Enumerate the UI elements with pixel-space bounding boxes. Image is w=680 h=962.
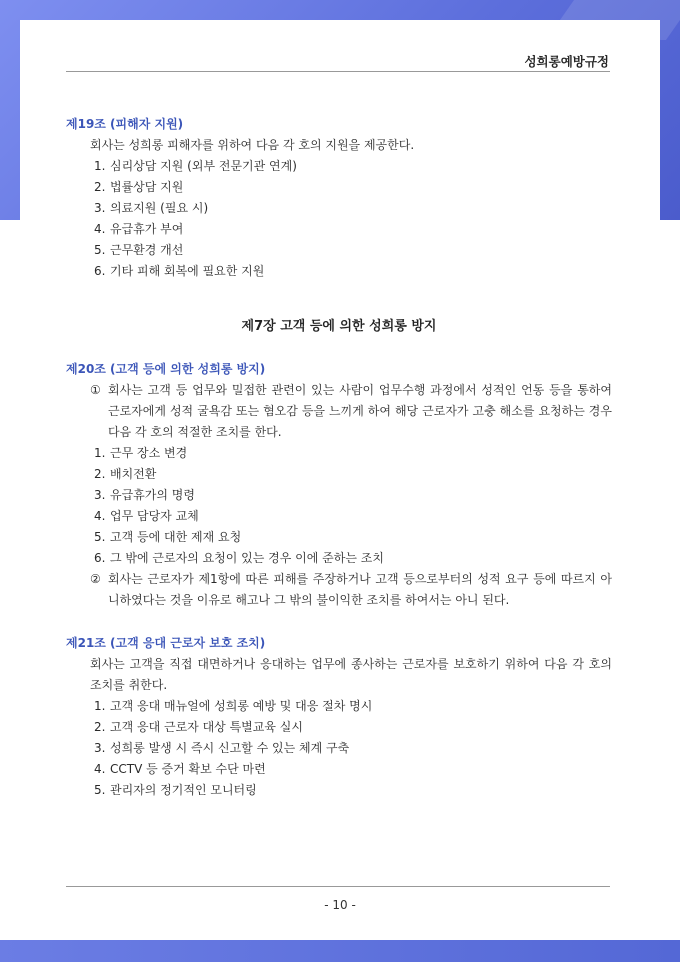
footer-divider <box>66 886 610 887</box>
list-item <box>66 548 612 569</box>
list-item-text: 관리자의 정기적인 모니터링 <box>110 783 257 797</box>
document-page <box>20 20 660 940</box>
article-21-list <box>66 696 612 801</box>
spacer <box>66 282 612 316</box>
list-item-text: 기타 피해 회복에 필요한 지원 <box>110 264 265 278</box>
article-20-clause-2 <box>66 569 612 611</box>
list-item-text: 근무 장소 변경 <box>110 446 188 460</box>
list-item-number: 4. <box>94 509 106 523</box>
list-item <box>66 240 612 261</box>
list-item-number: 4. <box>94 222 106 236</box>
article-19-list <box>66 156 612 282</box>
list-item <box>66 780 612 801</box>
list-item-text: 고객 응대 근로자 대상 특별교육 실시 <box>110 720 303 734</box>
list-item-text: 유급휴가의 명령 <box>110 488 195 502</box>
list-item-text: 그 밖에 근로자의 요청이 있는 경우 이에 준하는 조치 <box>110 551 384 565</box>
list-item-number: 1. <box>94 159 106 173</box>
article-20-list <box>66 443 612 569</box>
list-item-text: 성희롱 발생 시 즉시 신고할 수 있는 체계 구축 <box>110 741 350 755</box>
list-item <box>66 717 612 738</box>
clause-marker: ① <box>90 383 101 397</box>
list-item-text: 업무 담당자 교체 <box>110 509 199 523</box>
spacer <box>66 337 612 359</box>
list-item-number: 3. <box>94 741 106 755</box>
header-divider <box>66 71 610 72</box>
list-item <box>66 527 612 548</box>
document-header-title: 성희롱예방규정 <box>524 54 609 69</box>
list-item <box>66 261 612 282</box>
list-item-number: 3. <box>94 201 106 215</box>
list-item-number: 5. <box>94 783 106 797</box>
list-item <box>66 464 612 485</box>
list-item <box>66 177 612 198</box>
list-item <box>66 198 612 219</box>
list-item-text: 고객 등에 대한 제재 요청 <box>110 530 242 544</box>
list-item-text: 심리상담 지원 (외부 전문기관 연계) <box>110 159 297 173</box>
document-body <box>66 114 612 801</box>
list-item <box>66 156 612 177</box>
list-item-text: CCTV 등 증거 확보 수단 마련 <box>110 762 266 776</box>
article-21-title: 제21조 (고객 응대 근로자 보호 조치) <box>66 636 266 650</box>
article-21-intro: 회사는 고객을 직접 대면하거나 응대하는 업무에 종사하는 근로자를 보호하기 위하여 다음 각 호의 조치를 취한다. <box>90 657 612 692</box>
page-number: - 10 - <box>324 898 356 912</box>
list-item-text: 법률상담 지원 <box>110 180 184 194</box>
list-item <box>66 696 612 717</box>
list-item-number: 5. <box>94 243 106 257</box>
list-item-text: 근무환경 개선 <box>110 243 184 257</box>
list-item-number: 1. <box>94 699 106 713</box>
list-item <box>66 738 612 759</box>
article-20-clause-1 <box>66 380 612 443</box>
list-item <box>66 219 612 240</box>
list-item-number: 6. <box>94 551 106 565</box>
list-item-number: 3. <box>94 488 106 502</box>
clause-text: 회사는 근로자가 제1항에 따른 피해를 주장하거나 고객 등으로부터의 성적 요구 등에 따르지 아니하였다는 것을 이유로 해고나 그 밖의 불이익한 조치를 하여서는 아니 된다. <box>108 572 612 607</box>
list-item-number: 2. <box>94 720 106 734</box>
article-20-title: 제20조 (고객 등에 의한 성희롱 방지) <box>66 362 266 376</box>
clause-text: 회사는 고객 등 업무와 밀접한 관련이 있는 사람이 업무수행 과정에서 성적인 언동 등을 통하여 근로자에게 성적 굴욕감 또는 혐오감 등을 느끼게 하여 해당 근로자가 고충 해소를 요청하는 경우 다음 각 호의 적절한 조치를 한다. <box>108 383 612 439</box>
spacer <box>66 611 612 633</box>
clause-marker: ② <box>90 572 101 586</box>
list-item-text: 고객 응대 매뉴얼에 성희롱 예방 및 대응 절차 명시 <box>110 699 373 713</box>
list-item-number: 2. <box>94 467 106 481</box>
list-item <box>66 443 612 464</box>
list-item-number: 4. <box>94 762 106 776</box>
list-item-text: 의료지원 (필요 시) <box>110 201 209 215</box>
list-item-number: 5. <box>94 530 106 544</box>
list-item <box>66 485 612 506</box>
list-item-number: 6. <box>94 264 106 278</box>
list-item-number: 1. <box>94 446 106 460</box>
list-item-text: 배치전환 <box>110 467 157 481</box>
list-item <box>66 506 612 527</box>
chapter-7-title: 제7장 고객 등에 의한 성희롱 방지 <box>241 319 437 334</box>
list-item <box>66 759 612 780</box>
article-19-intro: 회사는 성희롱 피해자를 위하여 다음 각 호의 지원을 제공한다. <box>90 138 415 152</box>
background-bottom-band <box>0 940 680 962</box>
list-item-number: 2. <box>94 180 106 194</box>
list-item-text: 유급휴가 부여 <box>110 222 184 236</box>
article-19-title: 제19조 (피해자 지원) <box>66 117 184 131</box>
